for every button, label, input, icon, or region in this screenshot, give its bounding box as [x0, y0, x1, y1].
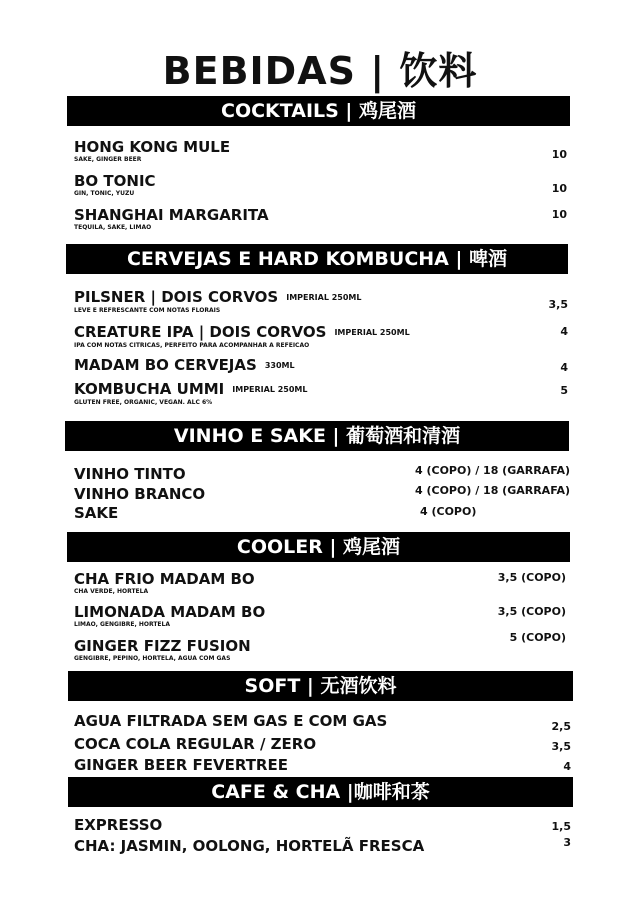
item-name: COCA COLA REGULAR / ZERO [74, 735, 317, 753]
item-price: 3,5 [551, 740, 571, 753]
item-name: VINHO BRANCO [74, 485, 206, 503]
item-description: SAKE, GINGER BEER [74, 156, 142, 163]
item-name: LIMONADA MADAM BO [74, 603, 266, 621]
item-price: 4 (COPO) [420, 505, 477, 518]
item-name: SHANGHAI MARGARITA [74, 206, 269, 224]
item-name: KOMBUCHA UMMI [74, 380, 225, 398]
item-name: AGUA FILTRADA SEM GAS E COM GAS [74, 712, 388, 730]
item-price: 5 (COPO) [509, 631, 566, 644]
item-name: SAKE [74, 504, 119, 522]
menu-item [74, 603, 265, 629]
item-description: TEQUILA, SAKE, LIMAO [74, 224, 152, 231]
menu-title: BEBIDAS | 饮料 [162, 49, 478, 93]
section-header-cooler: COOLER | 鸡尾酒 [67, 532, 570, 562]
menu-item [74, 570, 255, 596]
item-name: BO TONIC [74, 172, 156, 190]
section-header-coffee-tea: CAFE & CHA |咖啡和茶 [68, 777, 573, 807]
menu-item [74, 735, 316, 753]
menu-item [74, 206, 269, 232]
item-name: VINHO TINTO [74, 465, 186, 483]
item-name: GINGER BEER FEVERTREE [74, 756, 288, 774]
menu-item [74, 288, 361, 315]
menu-item [74, 637, 251, 663]
section-header-beers: CERVEJAS E HARD KOMBUCHA | 啤酒 [66, 244, 568, 274]
item-price: 10 [551, 182, 567, 195]
item-name: PILSNER | DOIS CORVOS [74, 288, 279, 306]
item-price: 10 [551, 148, 567, 161]
menu-item [74, 172, 156, 198]
item-name: EXPRESSO [74, 816, 163, 834]
item-price: 3 [563, 836, 571, 849]
item-price: 4 (COPO) / 18 (GARRAFA) [414, 464, 570, 477]
item-name: CHA: JASMIN, OOLONG, HORTELÃ FRESCA [74, 837, 425, 855]
item-description: LEVE E REFRESCANTE COM NOTAS FLORAIS [74, 306, 221, 314]
item-name: MADAM BO CERVEJAS [74, 356, 257, 374]
menu-item [74, 465, 186, 483]
item-size: IMPERIAL 250ML [232, 384, 308, 394]
item-price: 3,5 (COPO) [497, 571, 566, 584]
section-header-cocktails: COCKTAILS | 鸡尾酒 [67, 96, 570, 126]
item-description: IPA COM NOTAS CITRICAS, PERFEITO PARA ACOMPANHAR A REFEICAO [74, 341, 310, 349]
item-name: HONG KONG MULE [74, 138, 231, 156]
menu-item [74, 356, 295, 375]
item-price: 4 [560, 325, 568, 338]
item-price: 4 [563, 760, 571, 773]
menu-item [74, 380, 307, 407]
item-price: 5 [560, 384, 568, 397]
item-name: GINGER FIZZ FUSION [74, 637, 251, 655]
item-description: GENGIBRE, PEPINO, HORTELA, AGUA COM GAS [74, 655, 231, 662]
menu-item [74, 485, 205, 503]
item-price: 10 [551, 208, 567, 221]
menu-item [74, 504, 118, 522]
item-price: 2,5 [551, 720, 571, 733]
menu-item [74, 816, 162, 834]
menu-item [74, 138, 230, 164]
item-description: GIN, TONIC, YUZU [74, 190, 135, 197]
item-price: 3,5 [548, 298, 568, 311]
item-size: 330ML [264, 360, 295, 370]
item-size: IMPERIAL 250ML [334, 327, 410, 337]
item-price: 4 (COPO) / 18 (GARRAFA) [414, 484, 570, 497]
item-name: CHA FRIO MADAM BO [74, 570, 255, 588]
item-size: IMPERIAL 250ML [286, 292, 362, 302]
menu-item [74, 756, 288, 774]
menu-item [74, 837, 424, 855]
menu-item [74, 323, 410, 350]
item-description: CHA VERDE, HORTELA [74, 588, 149, 595]
item-name: CREATURE IPA | DOIS CORVOS [74, 323, 327, 341]
section-header-wine-sake: VINHO E SAKE | 葡萄酒和清酒 [65, 421, 569, 451]
item-description: LIMAO, GENGIBRE, HORTELA [74, 621, 170, 628]
item-price: 1,5 [551, 820, 571, 833]
item-description: GLUTEN FREE, ORGANIC, VEGAN. ALC 6% [74, 398, 213, 406]
section-header-soft: SOFT | 无酒饮料 [68, 671, 573, 701]
item-price: 4 [560, 361, 568, 374]
item-price: 3,5 (COPO) [497, 605, 566, 618]
menu-item [74, 712, 387, 730]
